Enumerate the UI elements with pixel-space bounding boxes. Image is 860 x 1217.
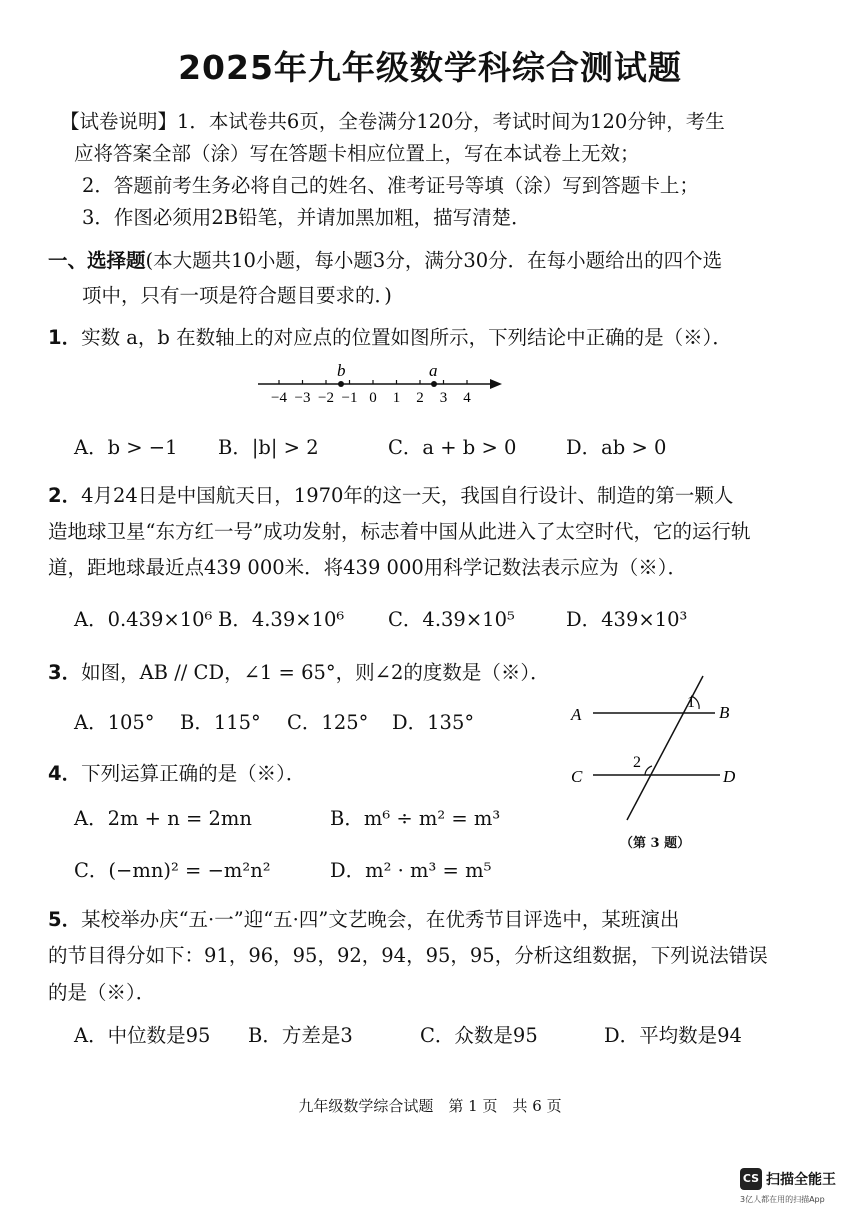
scanner-watermark <box>740 1168 850 1208</box>
question-text: 实数 a，b 在数轴上的对应点的位置如图所示，下列结论中正确的是（※）． <box>81 326 732 349</box>
number-line-tick-label: 0 <box>369 390 377 406</box>
q4-option-b: B．m⁶ ÷ m² = m³ <box>330 807 501 830</box>
q1-option-a: A．b > −1 <box>74 436 178 459</box>
number-line-tick-label: −2 <box>318 390 334 406</box>
number-line-tick-label: 4 <box>463 390 471 406</box>
question-4 <box>48 758 305 786</box>
question-3 <box>48 657 550 685</box>
number-line-figure <box>250 360 510 410</box>
question-number: 1． <box>48 326 82 349</box>
q2-option-a: A．0.439×10⁶ <box>74 608 213 631</box>
section-title: 一、选择题 <box>48 249 146 272</box>
q4-option-a: A．2m + n = 2mn <box>74 807 252 830</box>
point-a-label: a <box>429 361 438 380</box>
instructions-line-4: 3．作图必须用2B铅笔，并请加黑加粗，描写清楚． <box>82 206 531 229</box>
section-description-2: 项中，只有一项是符合题目要求的．) <box>82 284 392 307</box>
figure-caption: （第 3 题） <box>620 836 691 851</box>
brand-name: 扫描全能王 <box>766 1172 836 1188</box>
point-a-dot <box>431 381 437 387</box>
question-text: 4月24日是中国航天日，1970年的这一天，我国自行设计、制造的第一颗人 <box>81 484 734 507</box>
q5-option-d: D．平均数是94 <box>604 1024 742 1047</box>
section-description: (本大题共10小题，每小题3分，满分30分．在每小题给出的四个选 <box>145 249 723 272</box>
q3-option-d: D．135° <box>392 711 475 734</box>
question-5-line-2: 的节目得分如下：91，96，95，92，94，95，95，分析这组数据，下列说法错误 <box>48 944 768 967</box>
q3-option-b: B．115° <box>180 711 261 734</box>
point-b-label: b <box>337 361 346 380</box>
number-line-tick-label: 1 <box>392 390 401 406</box>
q2-option-d: D．439×10³ <box>566 608 688 631</box>
label-angle-1: 1 <box>687 694 695 711</box>
question-number: 5． <box>48 908 82 931</box>
cs-logo-icon: CS <box>740 1168 762 1190</box>
question-text: 某校举办庆“五·一”迎“五·四”文艺晚会，在优秀节目评选中，某班演出 <box>81 908 680 931</box>
q3-option-c: C．125° <box>287 711 369 734</box>
question-text: 下列运算正确的是（※）． <box>81 762 306 785</box>
number-line-tick-label: −4 <box>271 390 287 406</box>
point-b-dot <box>338 381 344 387</box>
question-5 <box>48 904 679 932</box>
label-angle-2: 2 <box>633 754 641 771</box>
question-2-line-2: 造地球卫星“东方红一号”成功发射，标志着中国从此进入了太空时代，它的运行轨 <box>48 520 751 543</box>
q1-option-c: C．a + b > 0 <box>388 436 517 459</box>
brand-tagline: 3亿人都在用的扫描App <box>740 1195 825 1204</box>
q2-option-b: B．4.39×10⁶ <box>218 608 345 631</box>
label-c: C <box>571 767 583 786</box>
q3-option-a: A．105° <box>74 711 155 734</box>
question-number: 2． <box>48 484 82 507</box>
q5-option-a: A．中位数是95 <box>74 1024 211 1047</box>
page-title: 2025年九年级数学科综合测试题 <box>178 48 682 87</box>
section-heading <box>48 245 722 273</box>
parallel-lines-figure <box>565 670 765 830</box>
number-line-tick-label: −3 <box>294 390 311 406</box>
number-line-arrow <box>490 379 502 389</box>
question-number: 3． <box>48 661 82 684</box>
instructions-line-2: 应将答案全部（涂）写在答题卡相应位置上，写在本试卷上无效； <box>74 142 640 165</box>
q2-option-c: C．4.39×10⁵ <box>388 608 515 631</box>
label-a: A <box>571 705 582 724</box>
question-1 <box>48 322 732 350</box>
q4-option-c: C．(−mn)² = −m²n² <box>74 859 271 882</box>
label-d: D <box>723 767 736 786</box>
instructions-line-1: 【试卷说明】1．本试卷共6页，全卷满分120分，考试时间为120分钟，考生 <box>60 110 725 133</box>
number-line-tick-label: −1 <box>341 390 358 406</box>
question-number: 4． <box>48 762 82 785</box>
number-line-tick-label: 2 <box>416 390 424 406</box>
label-b: B <box>719 703 730 722</box>
number-line-tick-label: 3 <box>439 390 448 406</box>
question-2 <box>48 480 733 508</box>
question-5-line-3: 的是（※）． <box>48 981 156 1004</box>
q4-option-d: D．m² · m³ = m⁵ <box>330 859 492 882</box>
question-2-line-3: 道，距地球最近点439 000米．将439 000用科学记数法表示应为（※）． <box>48 556 688 579</box>
q1-option-d: D．ab > 0 <box>566 436 667 459</box>
q5-option-c: C．众数是95 <box>420 1024 538 1047</box>
page-footer: 九年级数学综合试题 第 1 页 共 6 页 <box>298 1097 562 1115</box>
instructions-line-3: 2．答题前考生务必将自己的姓名、准考证号等填（涂）写到答题卡上； <box>82 174 699 197</box>
q5-option-b: B．方差是3 <box>248 1024 353 1047</box>
q1-option-b: B．|b| > 2 <box>218 436 319 459</box>
question-text: 如图，AB // CD，∠1 = 65°，则∠2的度数是（※）． <box>81 661 550 684</box>
